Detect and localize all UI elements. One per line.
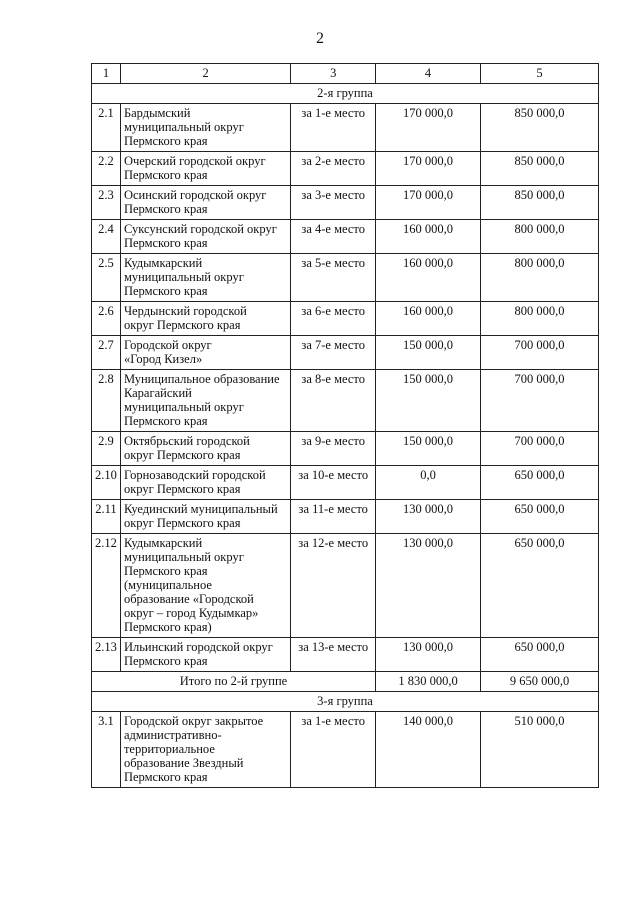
table-row [92,152,599,186]
row-number: 2.12 [92,534,121,638]
table-row [92,466,599,500]
municipality-name: Ильинский городской округ Пермского края [120,638,290,672]
amount-col-4: 170 000,0 [376,104,481,152]
row-number: 2.6 [92,302,121,336]
amount-col-5: 800 000,0 [481,220,599,254]
header-col-1: 1 [92,64,121,84]
place-cell: за 6-е место [291,302,376,336]
place-cell: за 9-е место [291,432,376,466]
place-cell: за 4-е место [291,220,376,254]
amount-col-4: 170 000,0 [376,186,481,220]
amount-col-5: 850 000,0 [481,152,599,186]
amount-col-4: 130 000,0 [376,500,481,534]
table-row [92,186,599,220]
amount-col-4: 170 000,0 [376,152,481,186]
group-total-col-4: 1 830 000,0 [376,672,481,692]
header-col-3: 3 [291,64,376,84]
amount-col-4: 140 000,0 [376,712,481,788]
amount-col-5: 650 000,0 [481,500,599,534]
table-body [92,64,599,788]
table-row [92,638,599,672]
municipality-name: Очерский городской округ Пермского края [120,152,290,186]
row-number: 2.11 [92,500,121,534]
municipality-name: Кудымкарский муниципальный округ Пермского края [120,254,290,302]
amount-col-5: 700 000,0 [481,432,599,466]
table-row [92,104,599,152]
table-row [92,712,599,788]
amount-col-4: 150 000,0 [376,432,481,466]
header-col-4: 4 [376,64,481,84]
group-total-label: Итого по 2-й группе [92,672,376,692]
page-number: 2 [316,30,324,47]
amount-col-4: 160 000,0 [376,220,481,254]
group-header-row [92,692,599,712]
amount-col-5: 800 000,0 [481,254,599,302]
place-cell: за 1-е место [291,712,376,788]
amount-col-5: 800 000,0 [481,302,599,336]
row-number: 2.5 [92,254,121,302]
group-total-row [92,672,599,692]
place-cell: за 11-е место [291,500,376,534]
header-col-2: 2 [120,64,290,84]
row-number: 3.1 [92,712,121,788]
amount-col-4: 0,0 [376,466,481,500]
amount-col-5: 650 000,0 [481,534,599,638]
place-cell: за 7-е место [291,336,376,370]
table-row [92,220,599,254]
amount-col-5: 650 000,0 [481,466,599,500]
amount-col-5: 700 000,0 [481,336,599,370]
amount-col-4: 160 000,0 [376,254,481,302]
row-number: 2.8 [92,370,121,432]
amount-col-5: 700 000,0 [481,370,599,432]
municipality-name: Суксунский городской округ Пермского края [120,220,290,254]
place-cell: за 5-е место [291,254,376,302]
amount-col-4: 160 000,0 [376,302,481,336]
table-row [92,432,599,466]
municipality-name: Муниципальное образование Карагайский муниципальный округ Пермского края [120,370,290,432]
group-header-row [92,84,599,104]
row-number: 2.2 [92,152,121,186]
place-cell: за 12-е место [291,534,376,638]
amount-col-5: 850 000,0 [481,186,599,220]
place-cell: за 3-е место [291,186,376,220]
table-row [92,534,599,638]
row-number: 2.4 [92,220,121,254]
row-number: 2.3 [92,186,121,220]
amount-col-4: 130 000,0 [376,638,481,672]
municipality-name: Горнозаводский городской округ Пермского края [120,466,290,500]
table-row [92,336,599,370]
amount-col-4: 130 000,0 [376,534,481,638]
municipality-name: Октябрьский городской округ Пермского края [120,432,290,466]
group-title: 2-я группа [92,84,599,104]
municipality-name: Куединский муниципальный округ Пермского края [120,500,290,534]
table-header-row [92,64,599,84]
awards-table [91,63,599,788]
amount-col-4: 150 000,0 [376,336,481,370]
municipality-name: Городской округ закрытое административно- территориальное образование Звездный Пермского края [120,712,290,788]
municipality-name: Бардымский муниципальный округ Пермского края [120,104,290,152]
amount-col-4: 150 000,0 [376,370,481,432]
group-total-col-5: 9 650 000,0 [481,672,599,692]
amount-col-5: 650 000,0 [481,638,599,672]
municipality-name: Кудымкарский муниципальный округ Пермского края (муниципальное образование «Городской округ – город Кудымкар» Пермского края) [120,534,290,638]
place-cell: за 2-е место [291,152,376,186]
table-row [92,370,599,432]
table-row [92,500,599,534]
place-cell: за 13-е место [291,638,376,672]
row-number: 2.9 [92,432,121,466]
group-title: 3-я группа [92,692,599,712]
municipality-name: Городской округ «Город Кизел» [120,336,290,370]
municipality-name: Осинский городской округ Пермского края [120,186,290,220]
place-cell: за 8-е место [291,370,376,432]
header-col-5: 5 [481,64,599,84]
table-row [92,302,599,336]
row-number: 2.1 [92,104,121,152]
row-number: 2.10 [92,466,121,500]
place-cell: за 1-е место [291,104,376,152]
municipality-name: Чердынский городской округ Пермского края [120,302,290,336]
row-number: 2.13 [92,638,121,672]
amount-col-5: 850 000,0 [481,104,599,152]
place-cell: за 10-е место [291,466,376,500]
table-row [92,254,599,302]
row-number: 2.7 [92,336,121,370]
amount-col-5: 510 000,0 [481,712,599,788]
